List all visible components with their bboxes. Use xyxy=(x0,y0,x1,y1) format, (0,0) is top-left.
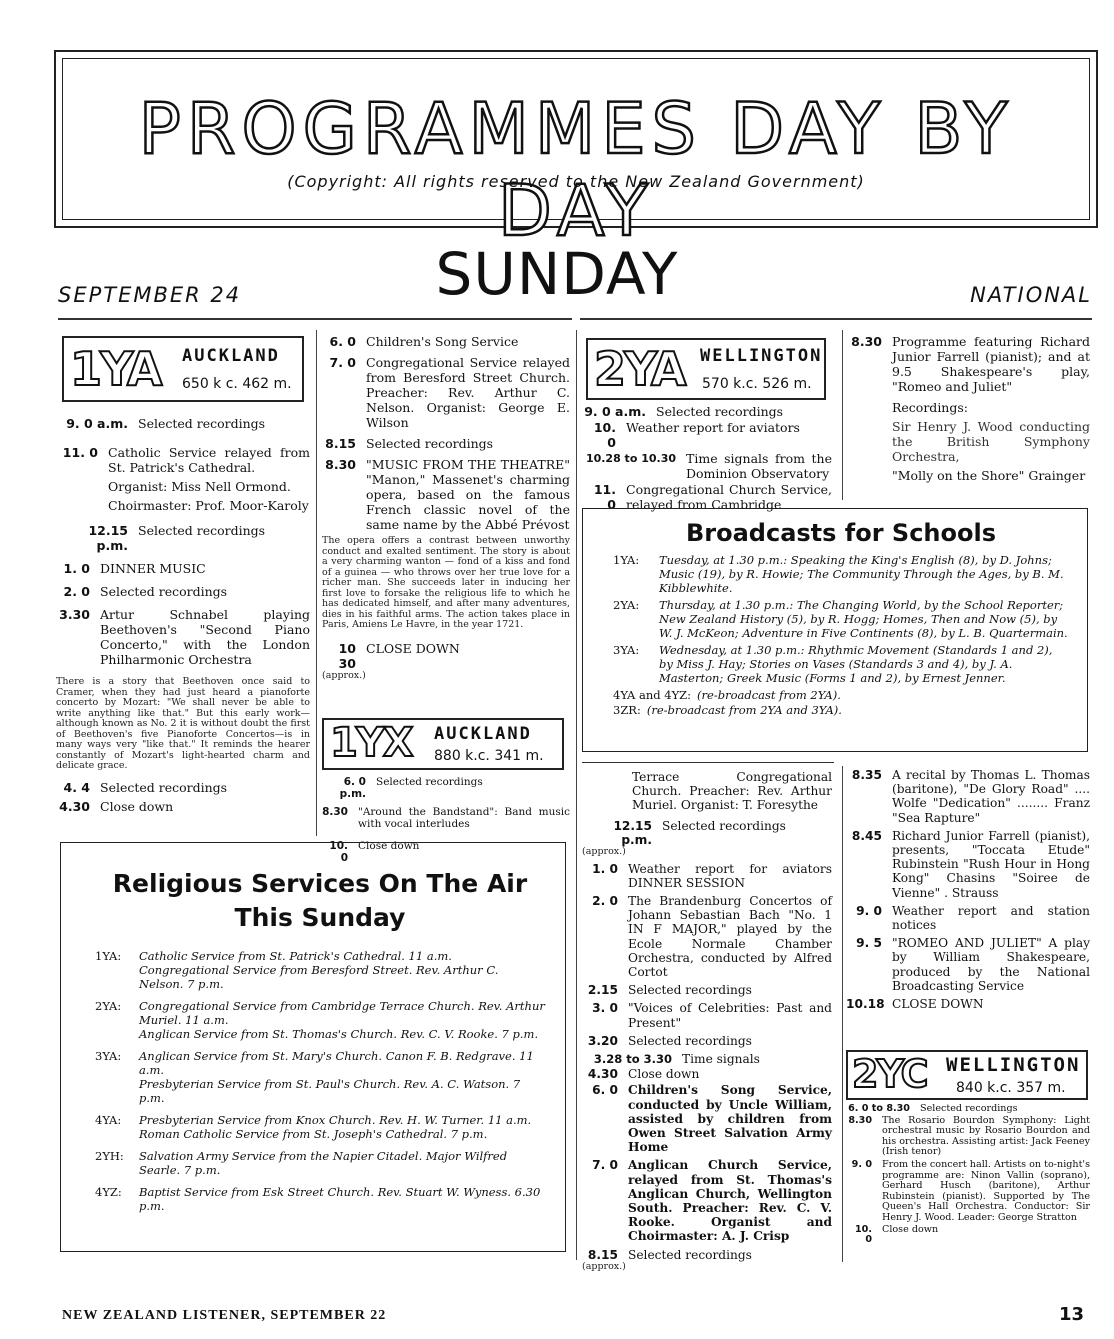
religious-services-box xyxy=(60,842,566,1252)
programme-row: 7. 0 Congregational Service relayed from Beresford Street Church. Preacher: Rev. Arthur C. Nelson. Organist: George E. Wilson xyxy=(329,355,570,430)
programme-row: "Molly on the Shore" Grainger xyxy=(892,468,1086,483)
programme-row: 1. 0 Weather report for aviators DINNER SESSION xyxy=(592,861,832,890)
programme-row: 11. 0 Catholic Service relayed from St. Patrick's Cathedral. xyxy=(62,445,310,475)
masthead-banner xyxy=(54,50,1098,252)
religious-item: 4YA: Presbyterian Service from Knox Church. Rev. H. W. Turner. 11 a.m. Roman Catholic Service from St. Joseph's Cathedral. 7 p.m. xyxy=(95,1113,532,1141)
programme-row: Organist: Miss Nell Ormond. xyxy=(108,479,291,494)
programme-row: 8.35 A recital by Thomas L. Thomas (baritone), "De Glory Road" .... Wolfe "Dedication" ........ Franz "Sea Rapture" xyxy=(851,768,1090,825)
schools-bottom-rule xyxy=(582,762,834,763)
station-2ya-logo: 2YA xyxy=(594,342,685,396)
column-2yc-programme xyxy=(846,1104,1090,1250)
station-1yx-frequency: 880 k.c. 341 m. xyxy=(434,748,544,764)
programme-row: 12.15 p.m. Selected recordings xyxy=(613,818,786,847)
schools-item: 3YA: Wednesday, at 1.30 p.m.: Rhythmic Movement (Standards 1 and 2), by Miss J. Hay; Stories on Vases (Standards 3 and 4), by J. A. Masterton; Greek Music (Forms 1 and 2), by Ernest Jenner. xyxy=(613,643,1053,685)
station-2ya-frequency: 570 k.c. 526 m. xyxy=(702,376,812,392)
programme-row: 11. 0 Congregational Church Service, relayed from Cambridge xyxy=(593,482,832,512)
religious-item: 1YA: Catholic Service from St. Patrick's Cathedral. 11 a.m. Congregational Service from Beresford Street. Rev. Arthur C. Nelson. 7 p.m. xyxy=(95,949,499,991)
date-label: SEPTEMBER 24 xyxy=(58,283,242,307)
programme-row: 7. 0 Anglican Church Service, relayed from St. Thomas's Anglican Church, Wellington South. Preacher: Rev. C. V. Rooke. Organist and Choirmaster: A. J. Crisp xyxy=(592,1158,832,1244)
programme-row: 10. 0 Close down xyxy=(329,840,420,864)
page-number: 13 xyxy=(1058,1304,1084,1325)
header-rule-left xyxy=(58,318,572,320)
programme-row: 8.30 The Rosario Bourdon Symphony: Light orchestral music by Rosario Bourdon and his orchestra. Assisting artist: Jack Feeney (Irish tenor) xyxy=(848,1114,1090,1158)
programme-row: 9. 5 "ROMEO AND JULIET" A play by William Shakespeare, produced by the National Broadcasting Service xyxy=(856,936,1090,993)
programme-row: 10. 0 Weather report for aviators xyxy=(593,420,800,450)
programme-row: 8.15 Selected recordings xyxy=(587,1247,752,1262)
station-1ya-logo: 1YA xyxy=(70,342,161,396)
programme-row: 6. 0 p.m. Selected recordings xyxy=(339,776,483,800)
programme-note: There is a story that Beethoven once said to Cramer, when they had just heard a pianoforte concerto by Mozart: "We shall never be able to write anything like that." But this early work—although known as No. 2 it is without doubt the first of Beethoven's five Pianoforte Concertos—is in many ways very "like that." It reminds the hearer constantly of Mozart's light-hearted charm and delicate grace. xyxy=(56,676,310,771)
programme-row: 2.15 Selected recordings xyxy=(587,983,752,998)
station-1ya-frequency: 650 k c. 462 m. xyxy=(182,376,292,392)
programme-row: 3.28 to 3.30 Time signals xyxy=(593,1051,760,1066)
programme-row: 8.15 Selected recordings xyxy=(325,436,494,451)
programme-row: 6. 0 Children's Song Service, conducted by Uncle William, assisted by children from Owen Street Salvation Army Home xyxy=(592,1083,832,1155)
station-1ya-box xyxy=(62,336,304,402)
programme-row: 2. 0 The Brandenburg Concertos of Johann Sebastian Bach "No. 1 IN F MAJOR," played by the Ecole Normale Chamber Orchestra, conducted by Alfred Cortot xyxy=(592,893,832,979)
programme-row: 4.30 Close down xyxy=(59,798,174,814)
programme-row: 6. 0 Children's Song Service xyxy=(329,334,519,349)
column-2ya-morning xyxy=(582,404,832,516)
station-1ya-city: AUCKLAND xyxy=(182,346,280,366)
programme-row: 6. 0 to 8.30 Selected recordings xyxy=(848,1103,1018,1114)
network-label: NATIONAL xyxy=(970,283,1092,307)
header-rule-right xyxy=(580,318,1092,320)
schools-item: 3ZR: (re-broadcast from 2YA and 3YA). xyxy=(613,703,842,717)
column-2ya-evening xyxy=(846,334,1090,487)
programme-row: Recordings: xyxy=(892,400,968,415)
religious-item: 2YA: Congregational Service from Cambridge Terrace Church. Rev. Arthur Muriel. 11 a.m. Anglican Service from St. Thomas's Church. Rev. C. V. Rooke. 7 p.m. xyxy=(95,999,545,1041)
schools-item: 2YA: Thursday, at 1.30 p.m.: The Changing World, by the School Reporter; New Zealand History (5), by R. Hogg; Homes, Then and Now (5), by W. J. McKeon; Adventure in Five Continents (8), by L. B. Quartermain. xyxy=(613,598,1068,640)
programme-row: 3.20 Selected recordings xyxy=(587,1033,752,1048)
programme-row: 3. 0 "Voices of Celebrities: Past and Present" xyxy=(592,1001,832,1030)
programme-row: 2. 0 Selected recordings xyxy=(63,584,228,599)
programme-row: 9. 0 a.m. Selected recordings xyxy=(584,404,784,419)
station-2yc-box xyxy=(846,1050,1088,1100)
schools-item: 4YA and 4YZ: (re-broadcast from 2YA). xyxy=(613,688,841,702)
programme-row: 3.30 Artur Schnabel playing Beethoven's "Second Piano Concerto," with the London Philharmonic Orchestra xyxy=(59,607,310,667)
day-title: SUNDAY xyxy=(435,240,679,308)
approx-note: (approx.) xyxy=(322,669,366,681)
religious-item: 4YZ: Baptist Service from Esk Street Church. Rev. Stuart W. Wyness. 6.30 p.m. xyxy=(95,1185,541,1213)
programme-row: 8.30 Programme featuring Richard Junior Farrell (pianist); and at 9.5 Shakespeare's play, "Romeo and Juliet" xyxy=(851,334,1090,394)
column-2ya-afternoon xyxy=(582,770,832,1276)
programme-row: 9. 0 From the concert hall. Artists on to-night's programme are: Ninon Vallin (soprano), Gerhard Husch (baritone), Arthur Rubinstein (pianist). Supported by The Queen's Hall Orchestra. Conductor: Sir Henry J. Wood. Leader: George Stratton xyxy=(851,1158,1090,1223)
banner-title: PROGRAMMES DAY BY DAY xyxy=(138,88,1014,252)
broadcasts-for-schools-box xyxy=(582,508,1088,752)
programme-row: 10.28 to 10.30 Time signals from the Dominion Observatory xyxy=(585,451,832,481)
footer-publication: NEW ZEALAND LISTENER, SEPTEMBER 22 xyxy=(62,1308,387,1323)
station-2ya-box xyxy=(586,338,826,400)
station-1yx-city: AUCKLAND xyxy=(434,724,532,744)
programme-row: 10.18 CLOSE DOWN xyxy=(846,997,984,1012)
programme-row: 9. 0 Weather report and station notices xyxy=(856,903,1090,933)
programme-row: 10 30 CLOSE DOWN xyxy=(338,640,460,671)
programme-row: 9. 0 a.m. Selected recordings xyxy=(66,416,266,431)
station-2ya-city: WELLINGTON xyxy=(700,346,823,366)
religious-item: 2YH: Salvation Army Service from the Napier Citadel. Major Wilfred Searle. 7 p.m. xyxy=(95,1149,508,1177)
column-2ya-night xyxy=(846,768,1090,1015)
service-continuation: Terrace Congregational Church. Preacher: Rev. Arthur Muriel. Organist: T. Foresythe xyxy=(632,770,832,813)
programme-row: 8.45 Richard Junior Farrell (pianist), presents, "Toccata Etude" Rubinstein "Rush Hour in Hong Kong" Chasins "Soiree de Vienne" . Strauss xyxy=(851,828,1090,900)
station-2yc-city: WELLINGTON xyxy=(946,1054,1081,1076)
programme-row: 1. 0 DINNER MUSIC xyxy=(63,561,206,576)
column-divider-1 xyxy=(316,330,317,836)
station-2yc-logo: 2YC xyxy=(852,1052,927,1096)
religious-subtitle: This Sunday xyxy=(234,903,406,932)
column-divider-2 xyxy=(576,330,577,1260)
approx-note: (approx.) xyxy=(582,1260,626,1272)
schools-title: Broadcasts for Schools xyxy=(685,519,997,547)
religious-title: Religious Services On The Air xyxy=(112,869,528,898)
programme-row: 8.30 "MUSIC FROM THE THEATRE" "Manon," Massenet's charming opera, based on the famous French classic novel of the same name by the Abbé Prévost xyxy=(325,457,570,532)
column-1ya-programme xyxy=(56,416,310,818)
programme-row: 10. 0 Close down xyxy=(855,1223,939,1246)
station-2yc-frequency: 840 k.c. 357 m. xyxy=(956,1080,1066,1096)
programme-row: 4.30 Close down xyxy=(587,1067,700,1082)
station-1yx-box xyxy=(322,718,564,770)
programme-row: 4. 4 Selected recordings xyxy=(63,779,228,795)
programme-row: 12.15 p.m. Selected recordings xyxy=(88,523,266,553)
schools-item: 1YA: Tuesday, at 1.30 p.m.: Speaking the King's English (8), by D. Johns; Music (19), by R. Howie; The Community Through the Ages, by B. M. Kibblewhite. xyxy=(613,553,1064,595)
programme-note: The opera offers a contrast between unworthy conduct and exalted sentiment. The story is about a very charming wanton — fond of a kiss and fond of a guinea — who throws over her true love for a richer man. She succeeds later in inducing her first love to forsake the religious life to which he has dedicated himself, and after many adventures, dies in his faithful arms. The action takes place in Paris, Amiens Le Havre, in the year 1721. xyxy=(322,535,570,630)
column-divider-4 xyxy=(842,766,843,1262)
programme-row: 8.30 "Around the Bandstand": Band music with vocal interludes xyxy=(322,806,570,830)
approx-note: (approx.) xyxy=(582,846,626,858)
column-1ya-evening xyxy=(322,334,570,685)
programme-row: Sir Henry J. Wood conducting the British Symphony Orchestra, xyxy=(892,419,1090,464)
programme-row: Choirmaster: Prof. Moor-Karoly xyxy=(108,498,309,513)
religious-item: 3YA: Anglican Service from St. Mary's Church. Canon F. B. Redgrave. 11 a.m. Presbyterian Service from St. Paul's Church. Rev. A. C. Watson. 7 p.m. xyxy=(95,1049,534,1105)
station-1yx-logo: 1YX xyxy=(330,720,412,766)
column-divider-3 xyxy=(842,330,843,500)
copyright-notice: (Copyright: All rights reserved to the New Zealand Government) xyxy=(287,172,865,191)
